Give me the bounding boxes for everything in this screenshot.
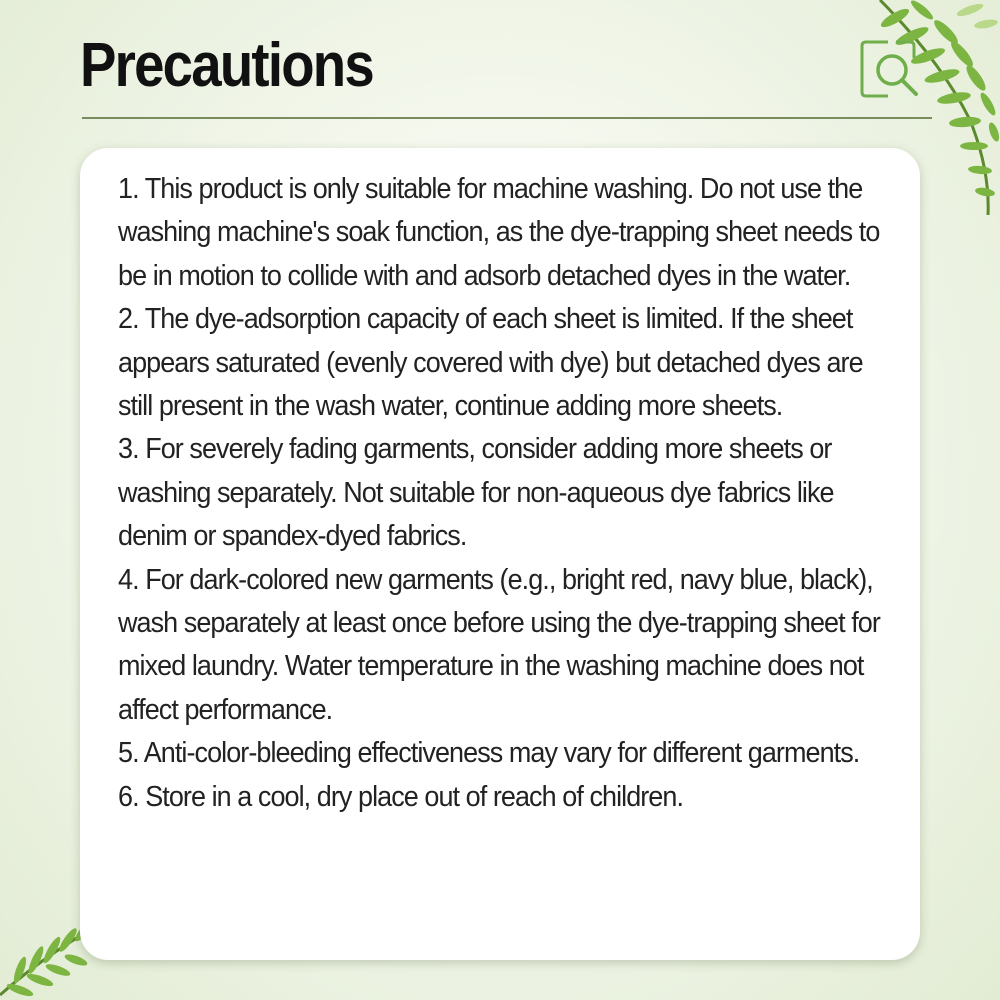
list-item: 1. This product is only suitable for machine washing. Do not use the washing machine's soak function, as the dye-trapping sheet needs to be in motion to collide with and adsorb detached dyes in the water.: [118, 173, 880, 292]
precautions-card: [80, 148, 920, 960]
list-item: 4. For dark-colored new garments (e.g., bright red, navy blue, black), wash separately at least once before using the dye-trapping sheet for mixed laundry. Water temperature in the washing machine does not affect performance.: [118, 563, 880, 726]
list-item: 6. Store in a cool, dry place out of reach of children.: [118, 780, 684, 813]
title-divider: [82, 117, 932, 119]
precautions-list: [118, 168, 898, 819]
list-item: 2. The dye-adsorption capacity of each sheet is limited. If the sheet appears saturated (evenly covered with dye) but detached dyes are still present in the wash water, continue adding more sheets.: [118, 303, 863, 423]
list-item: 3. For severely fading garments, consider adding more sheets or washing separately. Not suitable for non-aqueous dye fabrics like denim or spandex-dyed fabrics.: [118, 433, 834, 553]
search-icon: [856, 36, 922, 102]
page-title: Precautions: [80, 31, 373, 100]
list-item: 5. Anti-color-bleeding effectiveness may vary for different garments.: [118, 737, 860, 770]
